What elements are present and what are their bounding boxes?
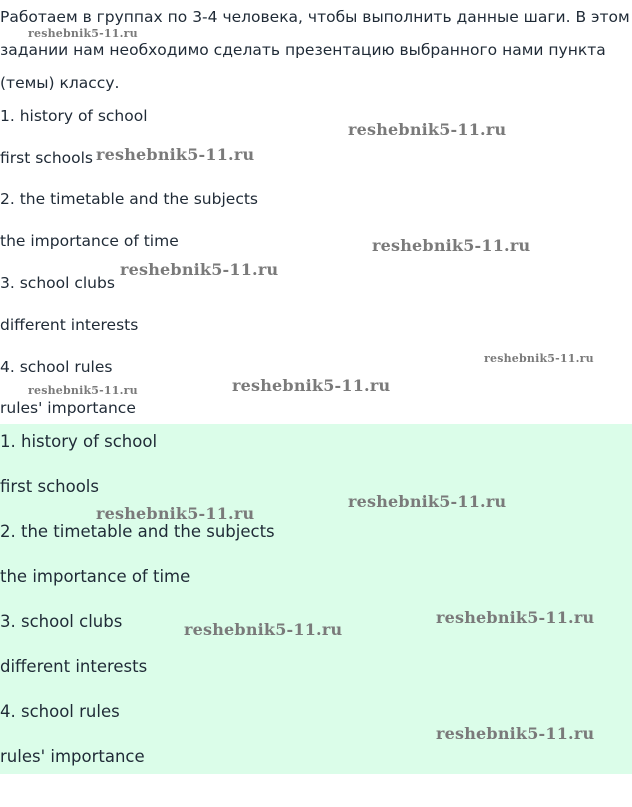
watermark: reshebnik5-11.ru [184,620,343,639]
list-item: the importance of time [0,232,179,250]
watermark: reshebnik5-11.ru [28,27,138,40]
list-item: 3. school clubs [0,274,115,292]
watermark: reshebnik5-11.ru [436,608,595,627]
intro-line-1: Работаем в группах по 3-4 человека, чтобы выполнить данные шаги. В этом [0,8,630,26]
answer-item: different interests [0,657,148,676]
answer-item: 4. school rules [0,702,120,721]
list-item: first schools [0,149,93,167]
answer-item: 2. the timetable and the subjects [0,522,275,541]
watermark: reshebnik5-11.ru [436,724,595,743]
intro-line-3: (темы) классу. [0,74,120,92]
list-item: 2. the timetable and the subjects [0,190,258,208]
watermark: reshebnik5-11.ru [348,120,507,139]
list-item: different interests [0,316,139,334]
list-item: 1. history of school [0,107,148,125]
watermark: reshebnik5-11.ru [372,236,531,255]
watermark: reshebnik5-11.ru [348,492,507,511]
watermark: reshebnik5-11.ru [96,145,255,164]
answer-item: rules' importance [0,747,145,766]
answer-item: the importance of time [0,567,191,586]
answer-box [0,424,632,774]
list-item: rules' importance [0,399,136,417]
watermark: reshebnik5-11.ru [96,504,255,523]
answer-item: first schools [0,477,99,496]
list-item: 4. school rules [0,358,113,376]
answer-item: 3. school clubs [0,612,123,631]
intro-line-2: задании нам необходимо сделать презентацию выбранного нами пункта [0,41,606,59]
answer-item: 1. history of school [0,432,158,451]
watermark: reshebnik5-11.ru [232,376,391,395]
watermark: reshebnik5-11.ru [120,260,279,279]
watermark: reshebnik5-11.ru [484,352,594,365]
watermark: reshebnik5-11.ru [28,384,138,397]
